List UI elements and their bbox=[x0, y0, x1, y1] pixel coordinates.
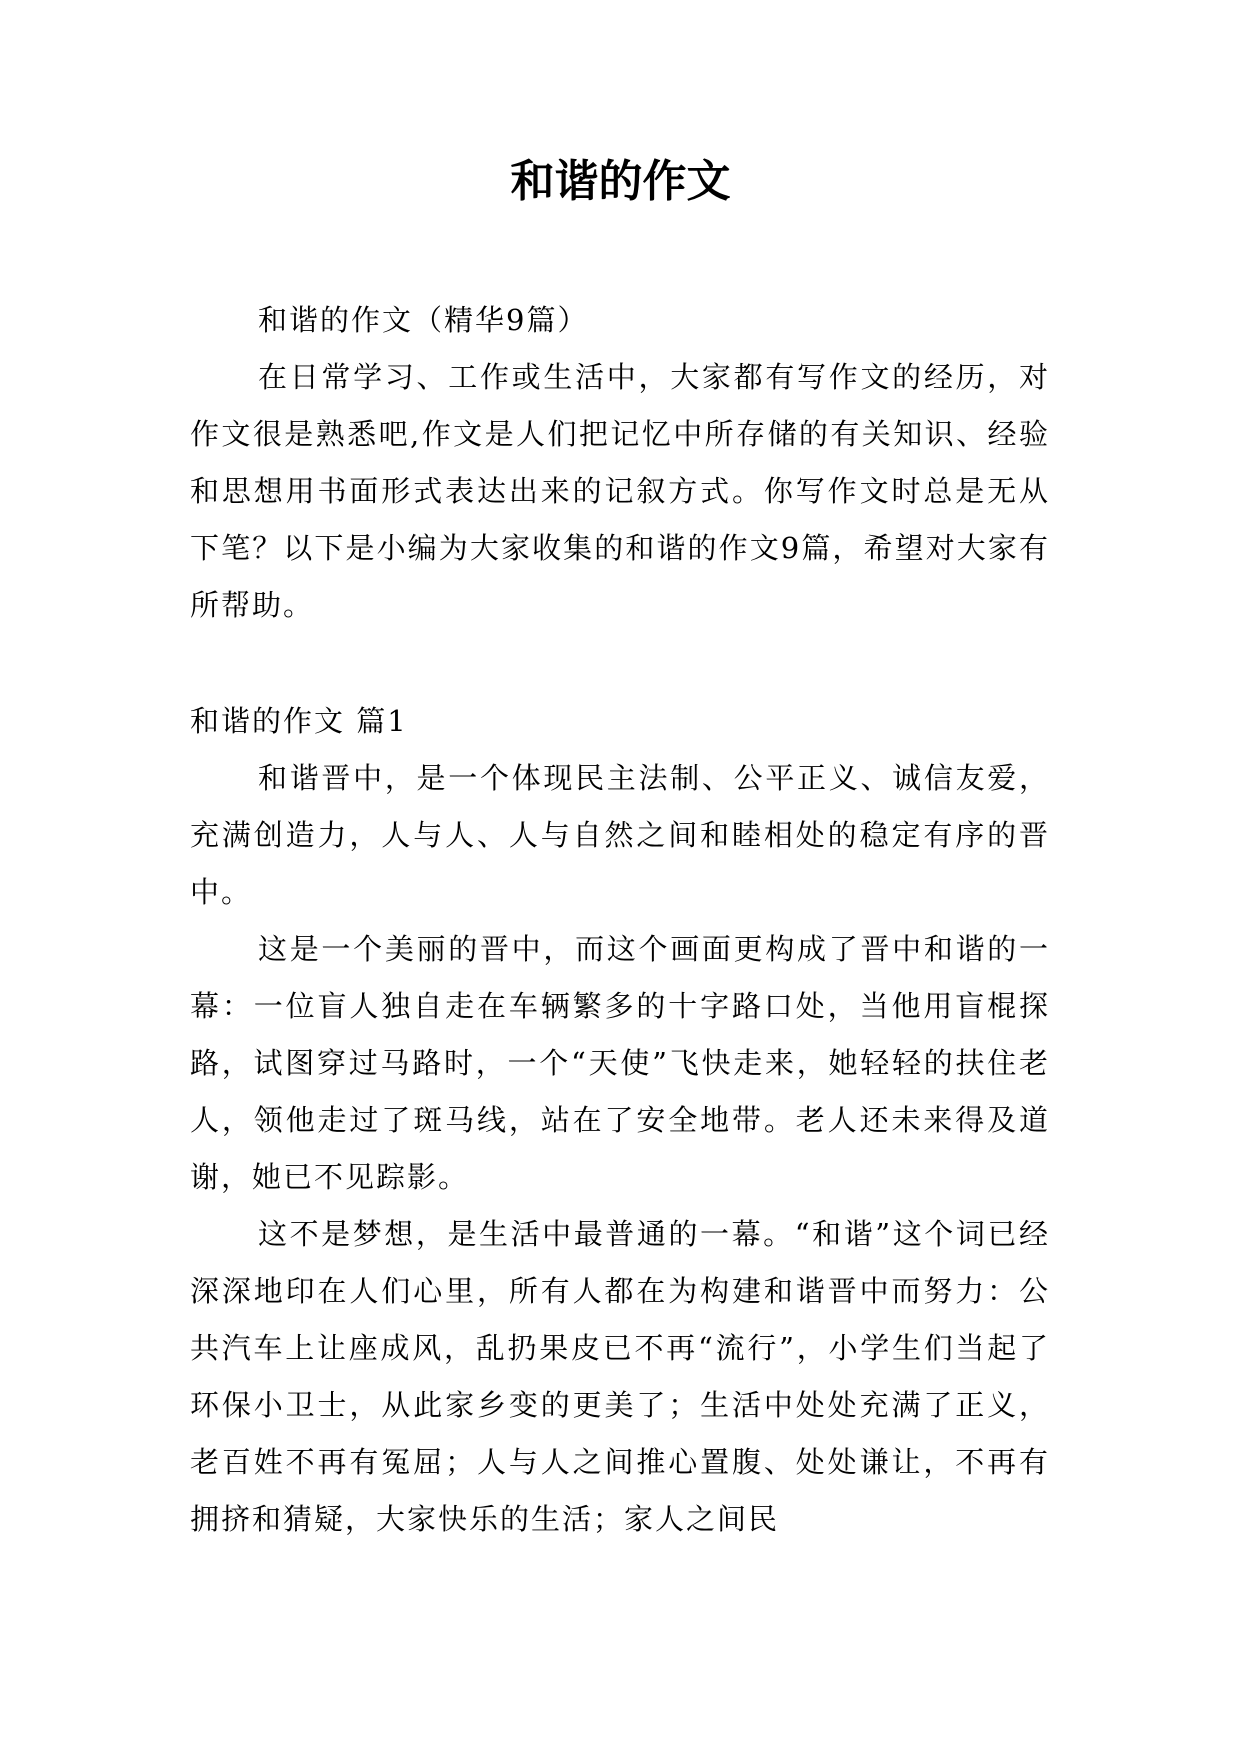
document-subtitle: 和谐的作文（精华9篇） bbox=[258, 303, 589, 337]
section-paragraph-2: 这是一个美丽的晋中，而这个画面更构成了晋中和谐的一幕：一位盲人独自走在车辆繁多的十字路口处，当他用盲棍探路，试图穿过马路时，一个“天使”飞快走来，她轻轻的扶住老人，领他走过了斑马线，站在了安全地带。老人还未来得及道谢，她已不见踪影。 bbox=[190, 932, 1050, 1194]
intro-paragraph: 在日常学习、工作或生活中，大家都有写作文的经历，对作文很是熟悉吧,作文是人们把记忆中所存储的有关知识、经验和思想用书面形式表达出来的记叙方式。你写作文时总是无从下笔？以下是小编为大家收集的和谐的作文9篇，希望对大家有所帮助。 bbox=[190, 360, 1050, 622]
section-paragraph-3: 这不是梦想，是生活中最普通的一幕。“和谐”这个词已经深深地印在人们心里，所有人都在为构建和谐晋中而努力：公共汽车上让座成风，乱扔果皮已不再“流行”，小学生们当起了环保小卫士，从此家乡变的更美了；生活中处处充满了正义，老百姓不再有冤屈；人与人之间推心置腹、处处谦让，不再有拥挤和猜疑，大家快乐的生活；家人之间民 bbox=[190, 1217, 1050, 1536]
section-heading: 和谐的作文 篇1 bbox=[190, 704, 408, 738]
section-paragraph-1: 和谐晋中，是一个体现民主法制、公平正义、诚信友爱，充满创造力，人与人、人与自然之间和睦相处的稳定有序的晋中。 bbox=[190, 761, 1050, 909]
document-title: 和谐的作文 bbox=[510, 156, 731, 207]
